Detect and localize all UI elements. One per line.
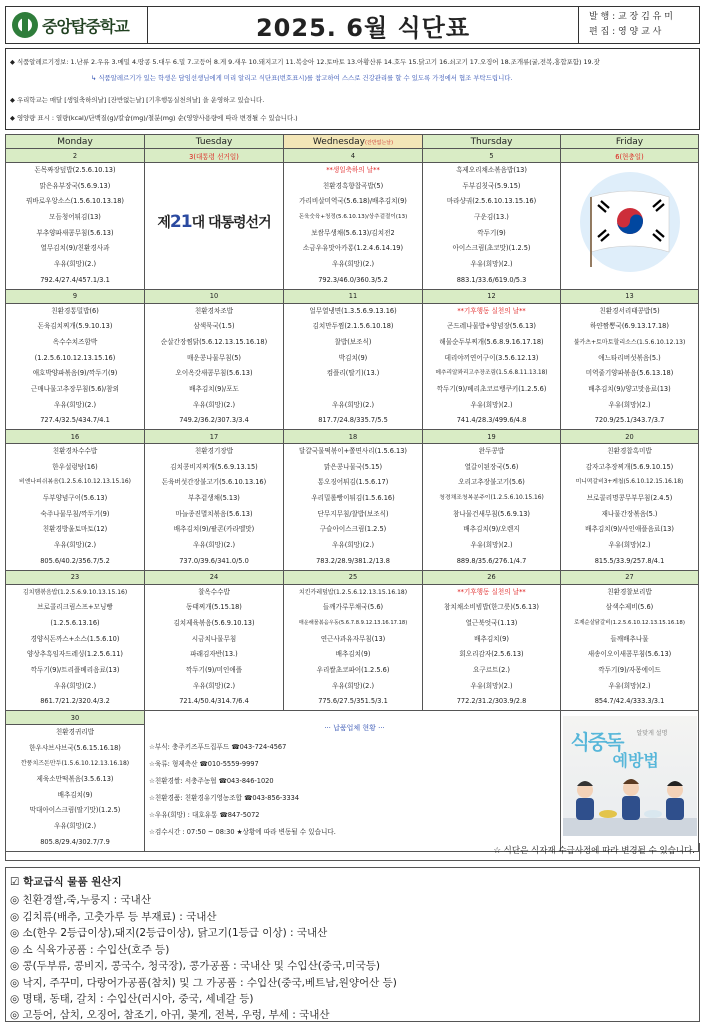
nutrition-value: 720.9/25.1/343.7/3.7 (594, 416, 665, 425)
menu-item: 경양식돈까스+소스(1.5.6.10) (30, 634, 120, 643)
date-row (6, 430, 699, 444)
header (5, 6, 700, 44)
date-row (6, 570, 699, 584)
menu-item: 우유(희망)(2.) (608, 681, 651, 690)
menu-item: 부추양파새콤무침(5.6.13) (36, 228, 114, 237)
menu-item: 순살간장찜닭(5.6.12.13.15.16.18) (160, 337, 268, 346)
menu-item: 달걀국물떡볶이+쫄면사리(1.5.6.13) (299, 447, 407, 455)
day-tue: Tuesday (145, 135, 284, 149)
menu-item: 파래김자반(13.) (190, 650, 238, 659)
menu-item: 두부김칫국(5.9.15) (462, 181, 521, 190)
menu-item: 우유(희망)(2.) (53, 400, 97, 409)
menu-item: 치킨카레덮밥(1.2.5.6.12.13.15.16.18) (298, 588, 408, 596)
day-fri: Friday (561, 135, 699, 149)
menu-item: 우유(희망)(2.) (470, 400, 513, 409)
origin-line: ◎ 콩(두부류, 콩비지, 콩국수, 청국장), 콩가공품 : 국내산 및 수입산(중국,미국등) (10, 960, 380, 972)
date: 25 (284, 570, 423, 584)
menu-item: 우유(희망)(2.) (192, 541, 236, 550)
menu-item: 깍두기(9)/트리플베리음료(13) (30, 665, 120, 674)
date: 18 (284, 430, 423, 444)
menu-item: 하얀짬뽕국(6.9.13.17.18) (590, 322, 669, 331)
menu-item: 찰옥수수밥 (198, 587, 230, 596)
date: 13 (561, 289, 699, 303)
menu-cell (423, 584, 561, 711)
menu-item: 감자고추장찌개(5.6.9.10.15) (585, 462, 674, 471)
menu-item: 우리쌀초코파이(1.2.5.6) (316, 665, 390, 674)
origin-line: ◎ 친환경쌀,죽,누룽지 : 국내산 (10, 894, 151, 906)
menu-cell (145, 584, 284, 711)
menu-row (6, 584, 699, 711)
menu-item: 막대아이스크림(딸기맛)(1.2.5) (29, 806, 121, 815)
allergy-warning: ↳ 식품알레르기가 있는 학생은 담임선생님에게 미리 알리고 식단표(번호표시)를 참고하여 스스로 건강관리를 할 수 있도록 가정에서 협조 부탁드립니다. (91, 74, 513, 82)
menu-item: 새송이오이새콤무침(5.6.13) (587, 650, 672, 659)
menu-item: 메추리알꽈리고추장조림(1.5.6.8.11.13.18) (435, 370, 548, 377)
menu-item: 열갈이된장국(5.6) (464, 462, 519, 471)
day-wed-note: (잔반없는날) (365, 139, 394, 146)
menu-item: 돈육김치찌개(5.9.10.13) (37, 322, 113, 331)
menu-cell (284, 444, 423, 571)
vendor-line: ☆육류: 형제축산 ☎010-5559-9997 (149, 760, 259, 769)
menu-item: 배추김치(9) (57, 790, 93, 799)
menu-item: 우유(희망)(2.) (53, 681, 97, 690)
nutrition-value: 805.6/40.2/356.7/5.2 (40, 556, 110, 565)
vendor-list (145, 711, 561, 852)
menu-item: 마라샹궈(2.5.6.10.13.15.16) (446, 197, 537, 206)
nutrition-info: ◆ 영양량 표시 : 열량(kcal)/단백질(g)/칼슘(mg)/철분(mg) 순(영양사용량에 따라 변경될 수 있습니다.) (10, 114, 298, 122)
menu-item: 우유(희망)(2.) (470, 260, 513, 269)
menu-item: 배추김치(9)/오렌지 (463, 525, 520, 534)
menu-cell (284, 303, 423, 430)
menu-item: 보쌈무생채(5.6.13)/김치전2 (311, 228, 395, 237)
origin-line: ◎ 낙지, 주꾸미, 다랑어가공품(참치) 및 그 가공품 : 수입산(중국,베트남,원양어산 등) (10, 976, 397, 989)
menu-item: 얼무열냉면(1.3.5.6.9.13.16) (309, 306, 397, 315)
menu-item: 친환경기장밥 (194, 447, 234, 455)
menu-item: 친환경서리태콩밥(5) (599, 306, 660, 315)
menu-item: 청경채조청복분주이(1.2.5.6.10.15.16) (439, 495, 544, 502)
election-text (145, 163, 283, 281)
menu-item: 친환경차조밥 (194, 306, 234, 315)
menu-item: 김치햄볶음밥(1.2.5.6.9.10.13.15.16) (22, 588, 128, 596)
menu-cell (561, 584, 699, 711)
issuer-box (579, 7, 699, 43)
origin-line: ◎ 고등어, 삼치, 오징어, 참조기, 아귀, 꽃게, 전복, 우렁, 부세 : 국내산 (10, 1009, 330, 1021)
menu-item: 우유(희망)(2.) (470, 681, 513, 690)
menu-item: 곤드레나물밥+양념장(5.6.13) (447, 322, 536, 331)
date: 24 (145, 570, 284, 584)
menu-item: 미니떡갈비3+케첩(5.6.10.12.15.16.18) (575, 479, 684, 486)
editor: 편 집 : 영 양 교 사 (589, 27, 662, 37)
menu-item: 미역줄기양파볶음(5.6.13.18) (585, 369, 674, 378)
menu-item: 들깨배추나물 (610, 634, 649, 643)
menu-item: 우유(희망)(2.) (192, 400, 236, 409)
menu-item: 우유(희망)(2.) (53, 541, 97, 550)
school-logo (6, 7, 148, 43)
poster-title: 식중독 (570, 730, 623, 754)
date: 10 (145, 289, 284, 303)
vendor-line: ☆친환경쌀: 서충주농협 ☎043-846-1020 (149, 777, 274, 786)
menu-item: 우리밀롤빵이튀김(1.5.6.16) (311, 494, 395, 503)
day-wed-label: Wednesday (312, 136, 366, 147)
date-row (6, 149, 699, 163)
menu-cell (423, 444, 561, 571)
menu-item: 삼색수제비(5.6) (605, 603, 654, 612)
menu-item: 동태찌개(5.15.18) (186, 603, 242, 612)
nutrition-value: 854.7/42.4/333.3/3.1 (594, 697, 665, 706)
menu-item: 흑제오리채소볶음밥(13) (456, 166, 527, 174)
menu-item: 우유(희망)(2.) (608, 400, 651, 409)
menu-item: 김치콩비지찌개(5.6.9.13.15) (170, 462, 258, 471)
date: 4 (284, 149, 423, 163)
menu-item: 로제순살닭갈비(1.2.5.6.10.12.13.15.16.18) (574, 619, 685, 626)
poster-image (563, 716, 697, 836)
menu-item: 오이옥갓새콤무침(5.6.13) (175, 369, 253, 378)
menu-cell (6, 163, 145, 290)
menu-item: 배추김치(9) (335, 650, 371, 659)
menu-cell (284, 584, 423, 711)
food-poisoning-poster (561, 711, 699, 852)
origin-line: ◎ 명태, 동태, 갈치 : 수입산(러시아, 중국, 세네갈 등) (10, 993, 254, 1005)
menu-item: 단무지무침/찰밥(보조식) (317, 509, 389, 518)
menu-item: 요구르트(2.) (473, 665, 510, 674)
menu-item: 브로콜리명콩무부무침(2.4.5) (586, 494, 673, 503)
menu-item: 매운해물볶음우동(5.6.7.8.9.12.13.16.17.18) (298, 619, 408, 626)
menu-item: 우유(희망)(2.) (331, 260, 375, 269)
menu-item: 참나물건새무침(5.6.9.13) (453, 509, 530, 518)
nutrition-value: 805.8/29.4/302.7/7.9 (40, 837, 110, 846)
menu-item: 마늘종진멸치볶음(5.6.13) (175, 509, 253, 518)
menu-item: 근매나물고추장무침(5.6)/참외 (31, 384, 119, 393)
menu-item: 연근사과유자무침(13) (320, 634, 386, 643)
menu-item: **기후행동 실천의 날** (457, 587, 526, 596)
day-mon: Monday (6, 135, 145, 149)
menu-item: 친환경찰보리밥 (607, 587, 652, 596)
vendor-line: ☆부식: 충주키즈푸드집푸드 ☎043-724-4567 (149, 743, 287, 752)
nutrition-value: 772.2/31.2/303.9/2.8 (456, 697, 527, 706)
vendor-title: ··· 납품업체 현황 ··· (324, 724, 385, 733)
menu-item: 회오리감자(2.5.6.13) (459, 650, 524, 659)
nutrition-value: 817.7/24.8/335.7/5.5 (318, 416, 388, 425)
school-name: 중앙탑중학교 (42, 16, 129, 36)
nutrition-value: 737.0/39.6/341.0/5.0 (179, 556, 249, 565)
election-text-3: 대 대통령선거 (191, 215, 271, 231)
menu-item: 통오징어튀김(1.5.6.17) (317, 478, 389, 487)
menu-item: 한우설렁탕(16) (52, 462, 98, 471)
school-emblem-icon (12, 12, 38, 38)
menu-item: 맑은콩나물국(5.15) (323, 462, 383, 471)
menu-item: 완두콩밥 (478, 447, 505, 455)
menu-item: 양상추흑임자드레싱(1.2.5.6.11) (26, 650, 124, 659)
day-header-row (6, 135, 699, 149)
menu-row (6, 444, 699, 571)
menu-item: 오리고추장불고기(5.6) (458, 478, 525, 487)
menu-cell (6, 303, 145, 430)
menu-item: 구슬아이스크림(1.2.5) (319, 525, 387, 534)
menu-item: 옥수수치즈함박 (52, 337, 98, 346)
menu-item: 우유(희망)(2.) (53, 822, 97, 831)
menu-item: 불카츠+토마토할리소스(1.5.6.10.12.13) (573, 338, 686, 346)
issuer: 발 행 : 교 장 김 유 미 (589, 12, 673, 22)
menu-item: 맑은유부장국(5.6.9.13) (39, 181, 111, 190)
menu-item: 가리비살미역국(5.6.18)/배추김치(9) (299, 197, 407, 206)
menu-item: **생일축하의 날** (326, 166, 380, 174)
menu-item: 들깨가루무채국(5.6) (322, 603, 384, 612)
vendor-line: ☆검수시간 : 07:50 ~ 08:30 ★상황에 따라 변동될 수 있습니다. (149, 828, 336, 837)
date: 3(대통령 선거일) (145, 149, 284, 163)
menu-item: 배추김치(9)/팥콘(카라멜맛) (173, 525, 255, 534)
date: 20 (561, 430, 699, 444)
menu-item: 두부양념구이(5.6.13) (42, 494, 108, 503)
menu-item: 배추김치(9)/양고맛음료(13) (588, 384, 671, 393)
menu-item: 깍두기(9) (477, 228, 506, 237)
date: 30 (6, 711, 145, 725)
menu-item: 컴플리(딸기)(13.) (326, 369, 380, 378)
election-text-1: 제 (157, 215, 170, 231)
date: 2 (6, 149, 145, 163)
origin-line: ◎ 소 식육가공품 : 수입산(호주 등) (10, 943, 170, 956)
menu-row (6, 163, 699, 290)
menu-item: 애호박양파볶음(9)/깍두기(9) (32, 369, 118, 378)
menu-item: 돈목짜장덮밥(2.5.6.10.13) (34, 166, 116, 174)
menu-item: 우유(희망)(2.) (608, 541, 651, 550)
menu-item: 친환경귀리밥 (55, 728, 95, 736)
day-wed (284, 135, 423, 149)
menu-item: 김치만두찜(2.1.5.6.10.18) (312, 322, 394, 331)
date: 19 (423, 430, 561, 444)
election-banner (145, 163, 284, 290)
menu-item: 깍두기(9)/베리초코르뱅쿠키(1.2.5.6) (436, 384, 547, 393)
korean-flag-icon (571, 167, 689, 277)
nutrition-value: 883.1/33.6/619.0/5.3 (456, 275, 527, 284)
menu-item: 열근북엇국(1.13) (465, 618, 518, 627)
election-text-2: 21 (169, 212, 192, 232)
menu-item: 찰밥(보조식) (334, 337, 372, 346)
menu-cell (6, 584, 145, 711)
nutrition-value: 727.4/32.5/434.7/4.1 (40, 416, 110, 425)
menu-cell (423, 163, 561, 290)
nutrition-value: 783.2/28.9/381.2/13.8 (316, 556, 390, 565)
vendor-line: ☆우유(희망) : 대호유통 ☎847-5072 (149, 811, 260, 820)
menu-item: 우유(희망)(2.) (192, 681, 236, 690)
menu-cell (145, 444, 284, 571)
nutrition-value: 792.4/27.4/457.1/3.1 (40, 275, 110, 284)
date: 5 (423, 149, 561, 163)
menu-cell (145, 303, 284, 430)
nutrition-value: 889.8/35.6/276.1/4.7 (456, 556, 527, 565)
vendor-line: ☆친환경품: 친환경유기영농조합 ☎043-856-3334 (149, 794, 300, 803)
menu-item: **기후행동 실천의 날** (457, 306, 526, 315)
menu-cell (6, 444, 145, 571)
menu-item: (1.2.5.6.10.12.13.15.16) (34, 353, 116, 362)
date: 23 (6, 570, 145, 584)
menu-item: 비엔나피쉬볶음(1.2.5.6.10.12.13.15.16) (19, 479, 131, 486)
poster-tag: 알맞게 설명 (636, 730, 668, 737)
menu-item: 재나물간장볶음(5.) (601, 509, 658, 518)
date: 12 (423, 289, 561, 303)
menu-item: 애느타리버섯볶음(5.) (598, 353, 661, 362)
menu-item: 깐풍치즈돈만두(1.5.6.10.12.13.16.18) (20, 760, 130, 768)
nutrition-value: 741.4/28.3/499.6/4.8 (456, 416, 527, 425)
allergy-info: ◆ 식품알레르기정보: 1.난류 2.우유 3.메밀 4.땅콩 5.대두 6.밀 7.고등어 8.게 9.새우 10.돼지고기 11.복숭아 12.토마토 13.아황산류 14.호두 15.닭고기 16.쇠고기 17.오징어 18.조개류(굴,전복,홍합포함) 19.잣 (10, 58, 600, 66)
day-thu: Thursday (423, 135, 561, 149)
page-title: 2025. 6월 식단표 (148, 7, 579, 43)
menu-cell (561, 303, 699, 430)
origin-line: ◎ 김치류(배추, 고춧가루 등 부재료) : 국내산 (10, 910, 217, 923)
menu-item: 삼색묵국(1.5) (193, 322, 235, 331)
date: 11 (284, 289, 423, 303)
menu-item: 우유(희망)(2.) (331, 541, 375, 550)
date-row (6, 711, 699, 725)
menu-item: 박김치(9) (338, 353, 368, 362)
nutrition-value: 775.6/27.5/351.5/3.1 (318, 697, 388, 706)
menu-item: 깍두기(9)/미인애플 (185, 665, 243, 674)
menu-cell (6, 725, 145, 852)
origin-box (5, 867, 700, 1022)
menu-row (6, 303, 699, 430)
menu-item: 꿔바로우앙소스(1.5.6.10.13.18) (26, 197, 124, 206)
menu-item (284, 382, 422, 398)
menu-change-notice: ☆ 식단은 식자재 수급사정에 따라 변경될 수 있습니다. (5, 843, 700, 861)
menu-item: 배추김치(9) (474, 634, 509, 643)
menu-item: 구운김(13.) (474, 213, 509, 222)
menu-item: 김치제육볶음(5.6.9.10.13) (173, 618, 255, 627)
menu-item: 돈육버섯간장불고기(5.6.10.13.16) (161, 478, 267, 487)
date: 17 (145, 430, 284, 444)
operation-info: ◆ 우리학교는 매달 [생일축하의날] [잔반없는날] [기후행동실천의날] 을 운영하고 있습니다. (10, 96, 265, 104)
menu-item: 우유(희망)(2.) (331, 681, 375, 690)
menu-item: 숙주나물무침/깍두기(9) (40, 509, 110, 518)
menu-item: 소금우유맛아카롱(1.2.4.6.14.19) (302, 244, 404, 253)
nutrition-value: 749.2/36.2/307.3/3.4 (179, 416, 249, 425)
menu-item: 친환경통밀밥(6) (51, 306, 99, 315)
menu-cell (561, 444, 699, 571)
menu-cell (423, 303, 561, 430)
date: 26 (423, 570, 561, 584)
menu-item: 배추김치(9)/사인애플음료(13) (585, 525, 674, 534)
menu-item: 해물순두부찌개(5.6.8.9.16.17.18) (439, 337, 544, 346)
menu-item: 열무김치(9)/친환경사과 (40, 244, 110, 253)
menu-item: 시금치나물무침 (191, 634, 237, 643)
menu-item: 깍두기(9)/자몽에이드 (598, 665, 661, 674)
notice-box (5, 48, 700, 130)
date-row (6, 289, 699, 303)
menu-item: 친환경찹흑미밥 (607, 447, 652, 455)
menu-item: 아이스크림(초코맛)(1.2.5) (452, 244, 531, 253)
nutrition-value: 792.3/46.0/360.3/5.2 (318, 275, 388, 284)
menu-item: 참치채소비빔밥(한그릇)(5.6.13) (444, 603, 539, 612)
origin-title: ☑ 학교급식 물품 원산지 (10, 876, 122, 888)
poster-subtitle: 예방법 (612, 751, 659, 770)
menu-item: 배추김치(9)/포도 (189, 384, 239, 393)
menu-item: 한우샤브샤브국(5.6.15.16.18) (29, 743, 121, 752)
menu-item: 친환경방울토마토(12) (42, 525, 108, 534)
date: 9 (6, 289, 145, 303)
menu-item: 제육소만떡볶음(3.5.6.13) (36, 775, 114, 784)
menu-item: (1.2.5.6.13.16) (50, 618, 100, 627)
menu-item: 친환경흑향찹곡밥(5) (322, 181, 384, 190)
menu-item: 데리야끼연어구이(3.5.6.12.13) (444, 353, 539, 362)
date: 27 (561, 570, 699, 584)
menu-item: 우유(희망)(2.) (470, 541, 513, 550)
menu-item: 우유(희망)(2.) (53, 260, 97, 269)
menu-item: 모듬청어튀김(13) (49, 213, 101, 222)
menu-item: 브로콜리크림스프+모닝빵 (37, 603, 113, 612)
menu-item: 부추겉생채(5.13) (188, 494, 240, 503)
date: 6(현충일) (561, 149, 699, 163)
menu-item: 돈육숫육+청정(5.6.10.13)/상추겉절이(13) (298, 214, 408, 221)
memorial-day-image (561, 163, 699, 290)
menu-item: 우유(희망)(2.) (331, 400, 375, 409)
nutrition-value: 721.4/50.4/314.7/6.4 (179, 697, 249, 706)
menu-item: 매운콩나물무침(5) (187, 353, 241, 362)
nutrition-value: 861.7/21.2/320.4/3.2 (40, 697, 110, 706)
menu-item: 친환경차수수밥 (52, 447, 98, 455)
people-cooking-icon (563, 774, 697, 836)
menu-table (5, 134, 699, 852)
nutrition-value: 815.5/33.9/257.8/4.1 (594, 556, 665, 565)
menu-cell (284, 163, 423, 290)
date: 16 (6, 430, 145, 444)
origin-line: ◎ 소(한우 2등급이상),돼지(2등급이상), 닭고기(1등급 이상) : 국내산 (10, 927, 328, 939)
